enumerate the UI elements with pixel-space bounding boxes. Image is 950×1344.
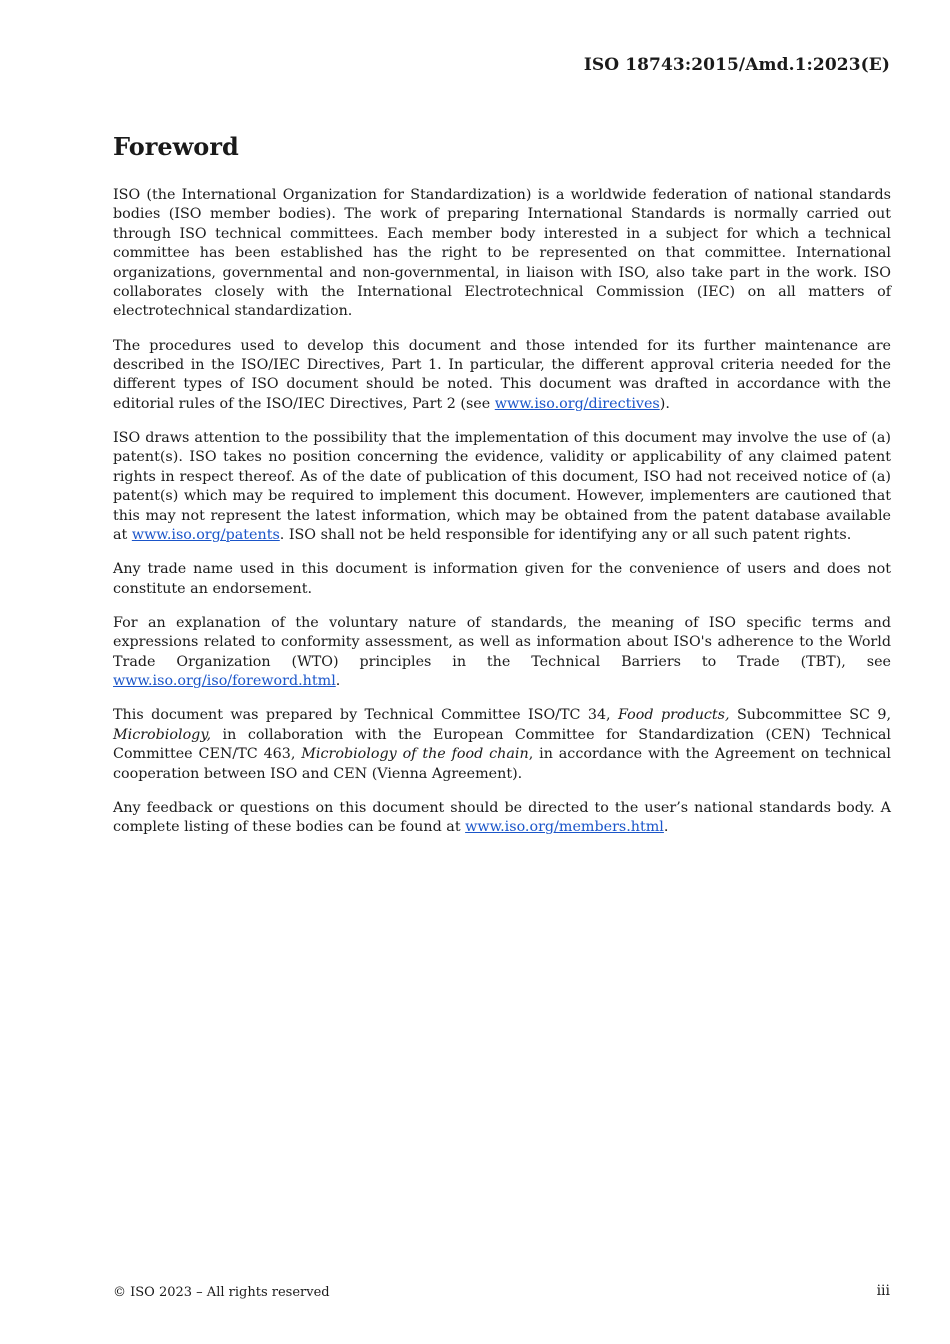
paragraph-patents [113,429,891,545]
paragraph-trade-name [113,560,891,599]
page-number: iii [876,1283,890,1299]
copyright-notice: © ISO 2023 – All rights reserved [113,1285,330,1300]
cen-committee-title: Microbiology of the food chain [301,746,529,763]
paragraph-text: This document was prepared by Technical Committee ISO/TC 34, [113,707,619,724]
members-link[interactable]: www.iso.org/members.html [465,819,664,836]
patents-link[interactable]: www.iso.org/patents [131,527,280,544]
paragraph-text: For an explanation of the voluntary nature of standards, the meaning of ISO specific terms and expressions related to conformity assessment, as well as information about ISO's adherence to the World Trade Organization (WTO) principles in the Technical Barriers to Trade (TBT), see [113,614,891,670]
paragraph-text: . [335,673,341,690]
paragraph-text: ISO (the International Organization for Standardization) is a worldwide federation of national standards bodies (ISO member bodies). The work of preparing International Standards is normally carried out through ISO technical committees. Each member body interested in a subject for which a technical committee has been established has the right to be represented on that committee. International organizations, governmental and non-governmental, in liaison with ISO, also take part in the work. ISO collaborates closely with the International Electrotechnical Commission (IEC) on all matters of electrotechnical standardization. [113,187,891,320]
paragraph-text: The procedures used to develop this document and those intended for its further maintenance are described in the ISO/IEC Directives, Part 1. In particular, the different approval criteria needed for the different types of ISO document should be noted. This document was drafted in accordance with the editorial rules of the ISO/IEC Directives, Part 2 (see [113,337,891,412]
page-title: Foreword [113,132,239,161]
paragraph-text: in collaboration with the European Committee for Standardization (CEN) Technical Committee CEN/TC 463, [113,726,891,763]
committee-title: Food products, [618,707,730,724]
paragraph-text: ). [659,395,670,412]
paragraph-organization [113,186,891,322]
paragraph-procedures [113,337,891,415]
paragraph-text: Any trade name used in this document is information given for the convenience of users and does not constitute an endorsement. [113,561,891,597]
document-id: ISO 18743:2015/Amd.1:2023(E) [583,55,890,75]
paragraph-text: Subcommittee SC 9, [729,707,892,724]
paragraph-committee [113,706,891,784]
paragraph-feedback [113,799,891,838]
paragraph-text: . [663,819,669,836]
paragraph-text: Any feedback or questions on this document should be directed to the user’s national standards body. A complete listing of these bodies can be found at [113,799,891,836]
paragraph-text: . ISO shall not be held responsible for identifying any or all such patent rights. [279,527,852,544]
paragraph-text: , in accordance with the Agreement on technical cooperation between ISO and CEN (Vienna Agreement). [113,746,891,782]
paragraph-voluntary-nature [113,614,891,692]
foreword-body [113,186,891,852]
foreword-link[interactable]: www.iso.org/iso/foreword.html [113,673,336,690]
subcommittee-title: Microbiology, [113,726,212,743]
paragraph-text: ISO draws attention to the possibility that the implementation of this document may involve the use of (a) patent(s). ISO takes no position concerning the evidence, validity or applicability of any claimed patent rights in respect thereof. As of the date of publication of this document, ISO had not received notice of (a) patent(s) which may be required to implement this document. However, implementers are cautioned that this may not represent the latest information, which may be obtained from the patent database available at [113,430,891,544]
directives-link[interactable]: www.iso.org/directives [494,395,660,412]
